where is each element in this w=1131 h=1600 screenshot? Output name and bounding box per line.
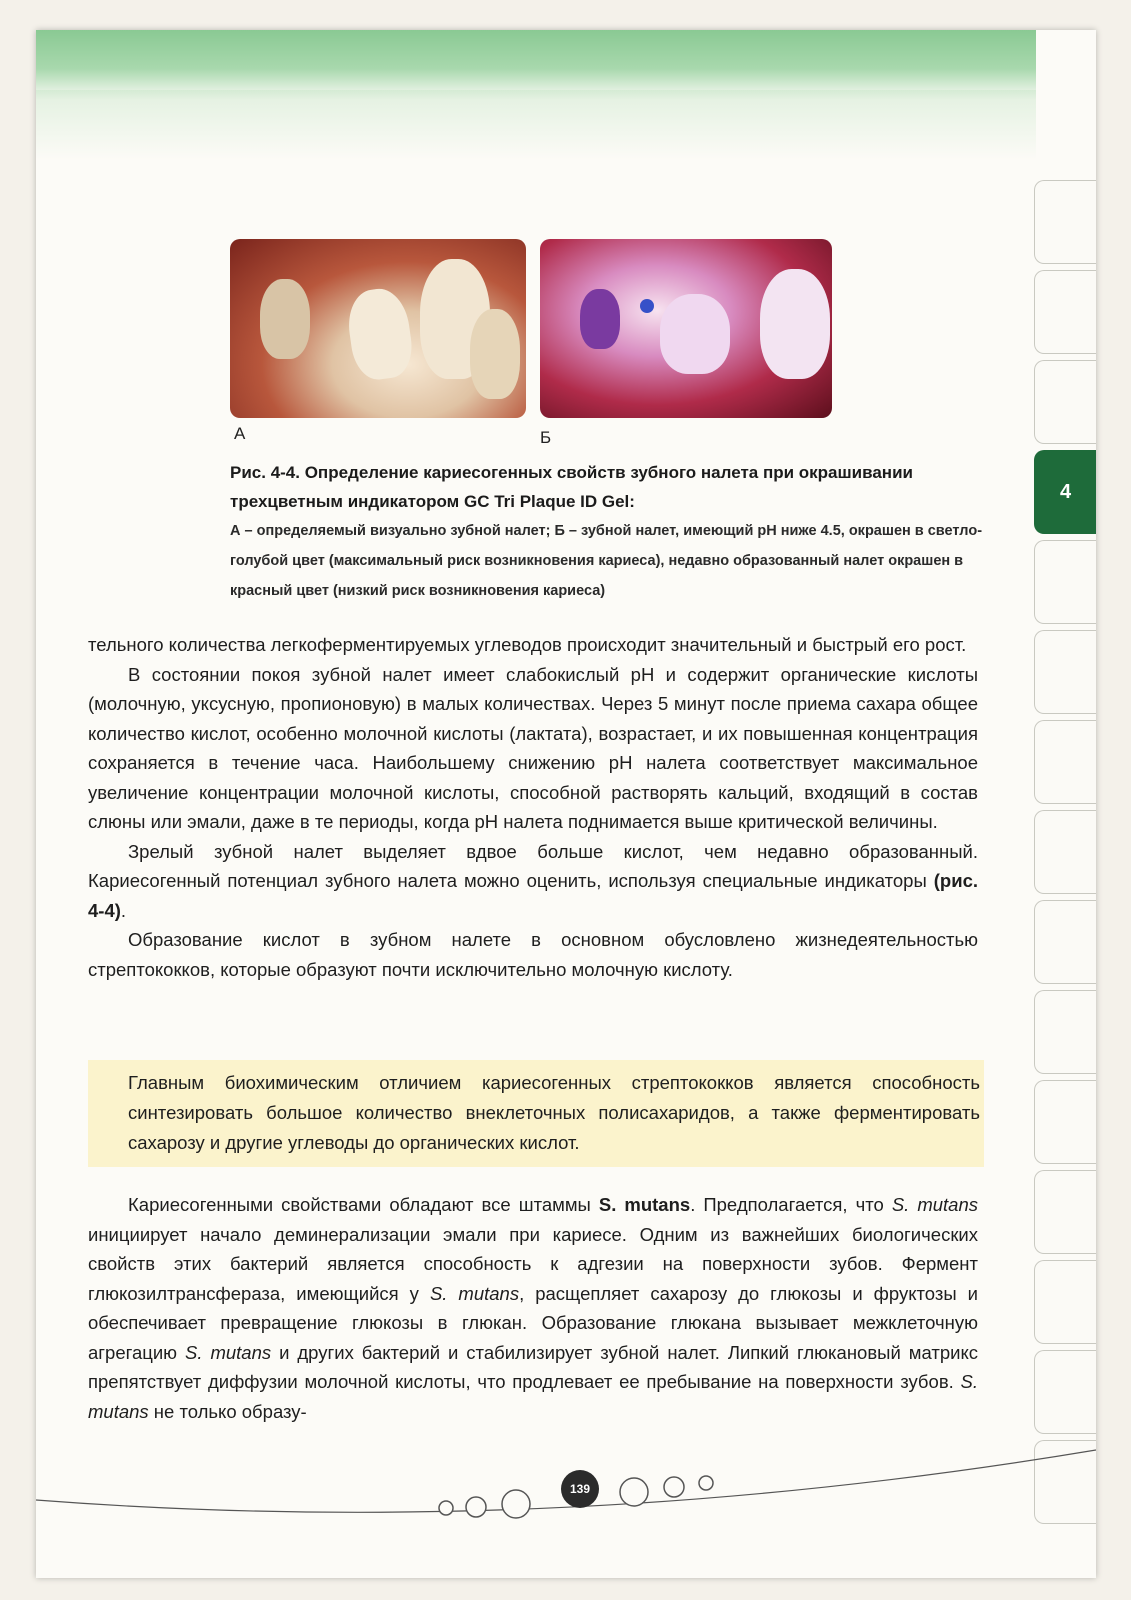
paragraph-text: Зрелый зубной налет выделяет вдвое больше кислот, чем недавно образованный. Кариесогенный потенциал зубного налета можно оценить, используя специальные индикаторы (88, 840, 978, 891)
chapter-tab[interactable] (1034, 990, 1096, 1074)
species-name: S. mutans (185, 1341, 272, 1363)
paragraph-text: Кариесогенными свойствами обладают все штаммы (128, 1194, 599, 1215)
book-page (36, 30, 1096, 1578)
footer-circle (699, 1476, 713, 1490)
footer-circle (664, 1477, 684, 1497)
figure-label-b: Б (540, 428, 552, 447)
figure-caption-title: Рис. 4-4. Определение кариесогенных свойств зубного налета при окрашивании трехцветным индикатором GC Tri Plaque ID Gel: (230, 463, 913, 511)
chapter-tab[interactable] (1034, 180, 1096, 264)
tooth-shape (470, 309, 520, 399)
plaque-stain (640, 299, 654, 313)
paragraph: Образование кислот в зубном налете в основном обусловлено жизнедеятельностью стрептококков, которые образуют почти исключительно молочную кислоту. (88, 929, 978, 980)
body-text-top (88, 630, 978, 984)
chapter-tab[interactable] (1034, 360, 1096, 444)
chapter-tab[interactable] (1034, 1260, 1096, 1344)
paragraph-text: . Предполагается, что (690, 1194, 892, 1215)
body-text-bottom (88, 1190, 978, 1426)
species-name: S. mutans (88, 1371, 978, 1422)
footer-circle (620, 1478, 648, 1506)
paragraph: тельного количества легкоферментируемых углеводов происходит значительный и быстрый его рост. (88, 634, 967, 655)
figure-reference[interactable]: (рис. 4-4) (88, 870, 978, 921)
chapter-tab[interactable] (1034, 630, 1096, 714)
tooth-shape (260, 279, 310, 359)
paragraph-text: не только образу- (148, 1400, 307, 1422)
paragraph-text: . (120, 899, 127, 921)
footer-circle (502, 1490, 530, 1518)
figure-photo-b (540, 239, 832, 418)
chapter-tab[interactable] (1034, 1080, 1096, 1164)
footer-circle (439, 1501, 453, 1515)
paragraph-text: и других бактерий и стабилизирует зубной налет. Липкий глюкановый матрикс препятствует диффузии молочной кислоты, что продлевает ее пребывание на поверхности зубов. (88, 1341, 978, 1392)
tooth-shape (660, 294, 730, 374)
paragraph (88, 1190, 978, 1426)
header-band-fade (36, 90, 1036, 160)
figure-caption-description: А – определяемый визуально зубной налет; Б – зубной налет, имеющий pH ниже 4.5, окрашен в светло-голубой цвет (максимальный риск возникновения кариеса), недавно образованный налет окрашен в красный цвет (низкий риск возникновения кариеса) (230, 523, 983, 599)
chapter-tab[interactable] (1034, 720, 1096, 804)
paragraph-text: , расщепляет сахарозу до глюкозы и фруктозы и обеспечивает превращение глюкозы в глюкан. Образование глюкана вызывает межклеточную агрегацию (88, 1282, 978, 1363)
tooth-shape (580, 289, 620, 349)
footer-circle (466, 1497, 486, 1517)
paragraph: В состоянии покоя зубной налет имеет слабокислый pH и содержит органические кислоты (молочную, уксусную, пропионовую) в малых количествах. Через 5 минут после приема сахара общее количество кислот, особенно молочной кислоты (лактата), возрастает, и их повышенная концентрация сохраняется в течение часа. Наибольшему снижению pH налета соответствует максимальное увеличение концентрации молочной кислоты, способной растворять кальций, входящий в состав слюны или эмали, даже в те периоды, когда pH налета поднимается выше критической величины. (88, 663, 978, 832)
chapter-tab-active[interactable]: 4 (1034, 450, 1096, 534)
chapter-tab[interactable] (1034, 1350, 1096, 1434)
figure-label-a: А (234, 424, 246, 443)
species-name: S. mutans (429, 1282, 520, 1304)
chapter-tabs (1034, 180, 1096, 1530)
tooth-shape (760, 269, 830, 379)
figure-caption (230, 458, 990, 606)
species-name: S. mutans (891, 1194, 978, 1215)
chapter-tab[interactable] (1034, 540, 1096, 624)
paragraph-text: инициирует начало деминерализации эмали при кариесе. Одним из важнейших биологических свойств этих бактерий является способность к адгезии на поверхности зубов. Фермент глюкозилтрансфераза, имеющийся у (88, 1223, 978, 1304)
tooth-shape (344, 285, 416, 382)
chapter-tab[interactable] (1034, 900, 1096, 984)
figure-photo-a (230, 239, 526, 418)
chapter-tab[interactable] (1034, 810, 1096, 894)
chapter-tab[interactable] (1034, 1170, 1096, 1254)
page-number: 139 (561, 1470, 599, 1508)
paragraph (88, 837, 978, 926)
key-point-text: Главным биохимическим отличием кариесогенных стрептококков является способность синтезировать большое количество внеклеточных полисахаридов, а также ферментировать сахарозу и другие углеводы до органических кислот. (128, 1072, 980, 1153)
species-name: S. mutans (598, 1194, 691, 1215)
footer-decoration (36, 1430, 1096, 1578)
chapter-tab[interactable] (1034, 270, 1096, 354)
